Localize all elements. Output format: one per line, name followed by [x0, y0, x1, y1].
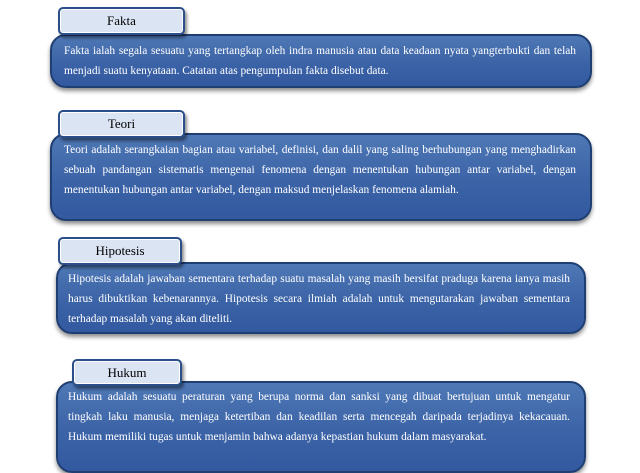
hipotesis-panel	[56, 262, 586, 334]
teori-title: Teori	[58, 110, 185, 138]
fakta-panel	[50, 34, 592, 88]
fakta-text: Fakta ialah segala sesuatu yang tertangkap oleh indra manusia atau data keadaan nyata yangterbukti dan telah menjadi suatu kenyataan. Catatan atas pengumpulan fakta disebut data.	[64, 45, 576, 77]
teori-text: Teori adalah serangkaian bagian atau variabel, definisi, dan dalil yang saling berhubungan yang menghadirkan sebuah pandangan sistematis mengenai fenomena dengan menentukan hubungan antar variabel, dengan menentukan hubungan antar variabel, dengan maksud menjelaskan fenomena alamiah.	[64, 144, 576, 196]
hukum-panel	[56, 381, 586, 473]
hipotesis-text: Hipotesis adalah jawaban sementara terhadap suatu masalah yang masih bersifat praduga karena ianya masih harus dibuktikan kebenarannya. Hipotesis secara ilmiah adalah untuk mengutarakan jawaban sementara terhadap masalah yang akan diteliti.	[68, 273, 570, 325]
teori-panel	[50, 133, 592, 221]
hukum-title: Hukum	[72, 359, 182, 386]
hukum-text: Hukum adalah sesuatu peraturan yang berupa norma dan sanksi yang dibuat bertujuan untuk mengatur tingkah laku manusia, menjaga ketertiban dan keadilan serta mencegah daripada terjadinya kekacauan. Hukum memiliki tugas untuk menjamin bahwa adanya kepastian hukum dalam masyarakat.	[68, 391, 570, 443]
fakta-title: Fakta	[58, 7, 185, 35]
hipotesis-title: Hipotesis	[58, 237, 182, 265]
